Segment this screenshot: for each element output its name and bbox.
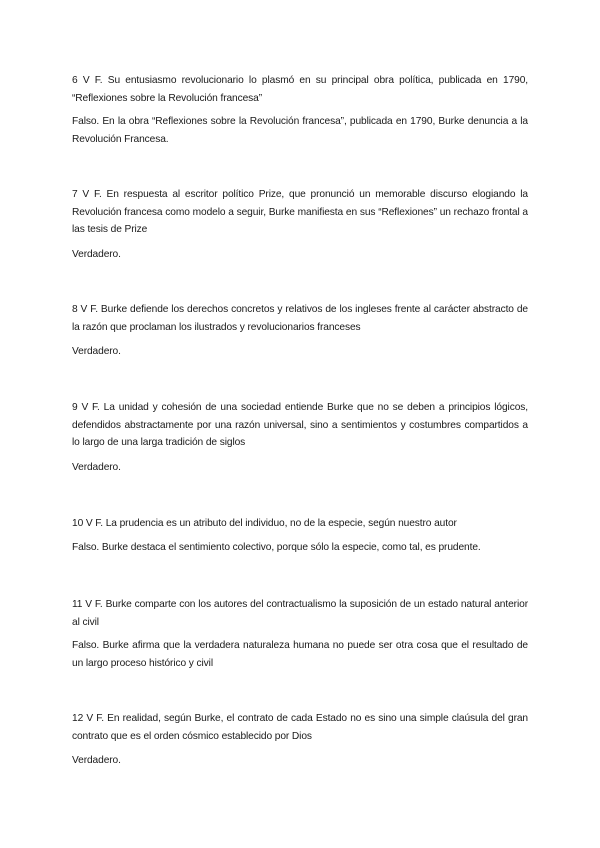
question-item-10 [72, 515, 528, 556]
question-text: 6 V F. Su entusiasmo revolucionario lo plasmó en su principal obra política, publicada en 1790, “Reflexiones sobre la Revolución francesa” [72, 75, 528, 104]
question-text: 11 V F. Burke comparte con los autores del contractualismo la suposición de un estado natural anterior al civil [72, 599, 528, 628]
question-item-6 [72, 72, 528, 148]
answer-text: Verdadero. [72, 461, 121, 473]
answer-text: Falso. En la obra “Reflexiones sobre la Revolución francesa”, publicada en 1790, Burke denuncia a la Revolución Francesa. [72, 116, 528, 145]
answer-text: Verdadero. [72, 755, 121, 766]
answer-text: Verdadero. [72, 248, 121, 260]
answer-text: Falso. Burke afirma que la verdadera naturaleza humana no puede ser otra cosa que el resultado de un largo proceso histórico y civil [72, 640, 528, 669]
question-text: 9 V F. La unidad y cohesión de una sociedad entiende Burke que no se deben a principios lógicos, defendidos abstractamente por una razón universal, sino a sentimientos y costumbres compartidos a lo largo de una larga tradición de siglos [72, 402, 528, 448]
question-item-8 [72, 301, 528, 361]
question-text: 12 V F. En realidad, según Burke, el contrato de cada Estado no es sino una simple claúsula del gran contrato que es el orden cósmico establecido por Dios [72, 713, 528, 742]
answer-text: Verdadero. [72, 346, 121, 357]
question-item-7 [72, 186, 528, 263]
answer-text: Falso. Burke destaca el sentimiento colectivo, porque sólo la especie, como tal, es prudente. [72, 541, 481, 553]
question-item-9 [72, 399, 528, 476]
question-item-11 [72, 596, 528, 672]
question-text: 7 V F. En respuesta al escritor político Prize, que pronunció un memorable discurso elogiando la Revolución francesa como modelo a seguir, Burke manifiesta en sus “Reflexiones” un rechazo frontal a las tesis de Prize [72, 189, 528, 235]
question-item-12 [72, 710, 528, 770]
question-text: 10 V F. La prudencia es un atributo del individuo, no de la especie, según nuestro autor [72, 518, 457, 529]
question-text: 8 V F. Burke defiende los derechos concretos y relativos de los ingleses frente al carácter abstracto de la razón que proclaman los ilustrados y revolucionarios franceses [72, 304, 528, 333]
